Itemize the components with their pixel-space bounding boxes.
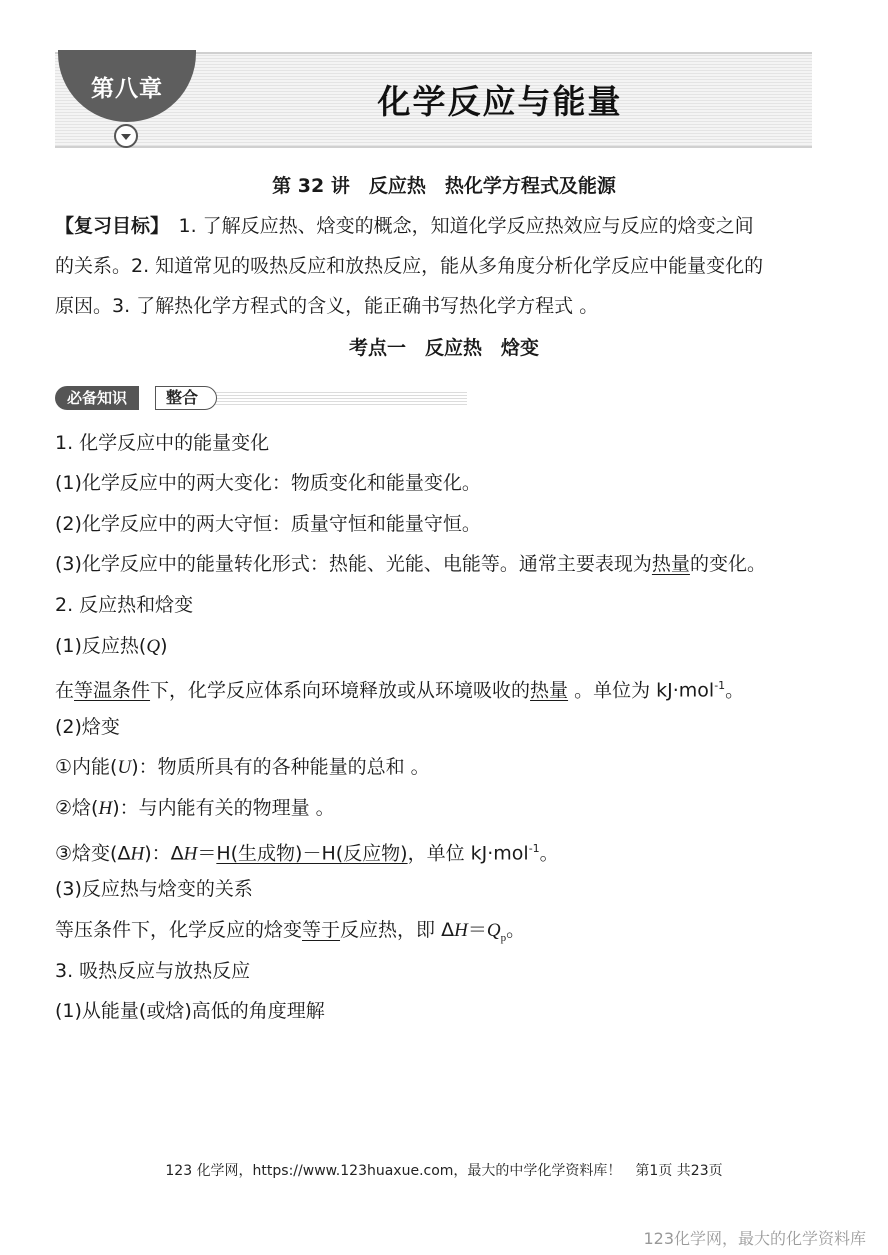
s2-rel-underlined: 等于 <box>302 919 341 941</box>
section-badge <box>55 386 415 410</box>
s2-dh-b: )：Δ <box>144 842 184 865</box>
chapter-label: 第八章 <box>58 50 196 122</box>
s1-p3-text: (3)化学反应中的能量转化形式：热能、光能、电能等。通常主要表现为 <box>55 553 652 575</box>
badge-stripe <box>205 391 467 405</box>
s2-u-line <box>55 754 430 781</box>
s2-h-line <box>55 795 335 822</box>
watermark: 123化学网，最大的化学资料库 <box>643 1229 866 1248</box>
s2-dh-line <box>55 836 559 867</box>
heading-3: 3. 吸热反应与放热反应 <box>55 960 251 982</box>
s2-def-c: 。单位为 kJ·mol <box>568 679 715 702</box>
badge-right: 整合 <box>155 386 217 410</box>
s2-def-d: 。 <box>725 679 745 702</box>
s2-q-title <box>55 633 167 660</box>
s2-dh-underlined: H(生成物)－H(反应物) <box>216 842 408 865</box>
page-footer: 123 化学网，https://www.123huaxue.com，最大的中学化学资料库！ 第1页 共23页 <box>165 1163 723 1179</box>
s2-q-b: ) <box>160 635 168 657</box>
review-tag: 【复习目标】 <box>55 215 160 237</box>
section-title: 考点一 反应热 焓变 <box>348 337 539 359</box>
s2-def <box>55 673 744 703</box>
s2-enthalpy-change: (2)焓变 <box>55 716 120 738</box>
s2-u-a: ①内能( <box>55 756 118 778</box>
s2-def-b: 下，化学反应体系向环境释放或从环境吸收的 <box>150 679 531 702</box>
s1-p3-tail: 的变化。 <box>689 553 766 575</box>
s2-dh-var: H <box>130 843 145 865</box>
s1-p1: (1)化学反应中的两大变化：物质变化和能量变化。 <box>55 472 481 494</box>
s2-rel-line <box>55 917 525 951</box>
badge-left: 必备知识 <box>55 386 139 410</box>
s2-rel-var2: Q <box>486 920 501 941</box>
s2-def-u2: 热量 <box>530 679 569 702</box>
review-line-2: 的关系。2. 知道常见的吸热反应和放热反应，能从多角度分析化学反应中能量变化的 <box>55 255 764 277</box>
s2-def-sup: -1 <box>714 679 726 692</box>
s2-def-u1: 等温条件 <box>74 679 151 702</box>
s2-dh-var2: H <box>183 843 198 865</box>
s1-p3-underlined: 热量 <box>651 553 690 575</box>
lecture-title: 第 32 讲 反应热 热化学方程式及能源 <box>272 175 616 197</box>
s2-def-a: 在 <box>55 679 75 702</box>
s2-rel-a: 等压条件下，化学反应的焓变 <box>55 919 303 941</box>
s2-h-b: )：与内能有关的物理量 。 <box>112 797 335 819</box>
heading-1: 1. 化学反应中的能量变化 <box>55 432 270 454</box>
review-text-1: 1. 了解反应热、焓变的概念，知道化学反应热效应与反应的焓变之间 <box>159 215 754 237</box>
s2-dh-d: ，单位 kJ·mol <box>407 842 529 865</box>
s1-p3 <box>55 551 766 577</box>
s1-p2: (2)化学反应中的两大守恒：质量守恒和能量守恒。 <box>55 513 481 535</box>
s2-u-b: )：物质所具有的各种能量的总和 。 <box>131 756 430 778</box>
s2-rel-d: 。 <box>506 919 526 941</box>
s2-rel-b: 反应热，即 Δ <box>340 919 455 941</box>
review-line-1 <box>55 213 754 239</box>
s2-rel-var: H <box>454 920 468 941</box>
s2-rel-title: (3)反应热与焓变的关系 <box>55 878 253 900</box>
s2-dh-a: ③焓变(Δ <box>55 842 131 865</box>
s2-rel-sub: p <box>500 931 507 944</box>
s2-u-var: U <box>117 757 132 778</box>
chevron-down-icon[interactable] <box>114 124 138 148</box>
review-line-3: 原因。3. 了解热化学方程式的含义，能正确书写热化学方程式 。 <box>55 295 599 317</box>
s2-q-var: Q <box>146 636 161 657</box>
s3-p1: (1)从能量(或焓)高低的角度理解 <box>55 1000 325 1022</box>
s2-dh-e: 。 <box>539 842 559 865</box>
s2-h-a: ②焓( <box>55 797 99 819</box>
chapter-title: 化学反应与能量 <box>377 82 623 121</box>
s2-h-var: H <box>98 798 113 819</box>
heading-2: 2. 反应热和焓变 <box>55 594 194 616</box>
s2-dh-c: ＝ <box>197 842 217 865</box>
s2-rel-c: ＝ <box>467 919 487 941</box>
s2-dh-sup: -1 <box>528 842 540 855</box>
s2-q-a: (1)反应热( <box>55 635 147 657</box>
